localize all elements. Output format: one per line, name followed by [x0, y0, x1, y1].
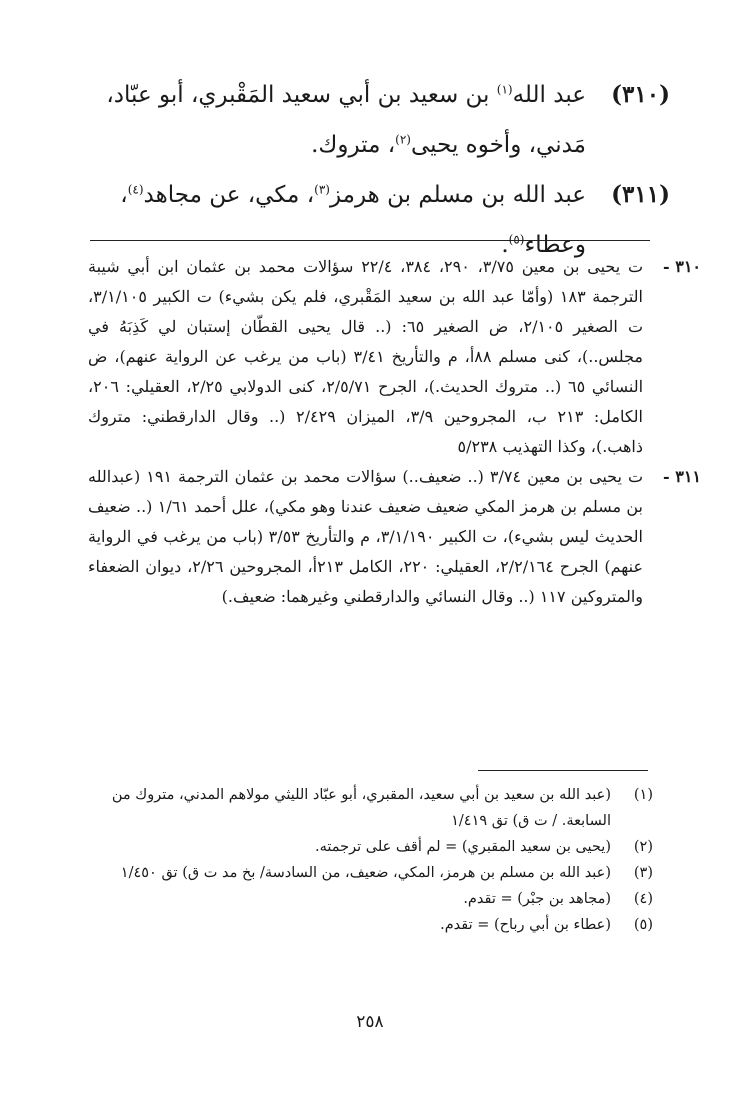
footnote-text: (عطاء بن أبي رباح) = تقدم. — [440, 917, 611, 933]
footnotes-section — [88, 782, 653, 938]
entry-text: عبد الله بن مسلم بن هرمز$^{(٣)}$، مكي، عن مجاهد$^{(٤)}$، وعطاء$^{(٥)}$. — [120, 182, 586, 258]
footnote-number: (٢) — [633, 839, 653, 855]
footnote-ref: (٣) — [314, 182, 330, 197]
section-divider — [90, 240, 650, 241]
commentary-text: ت يحيى بن معين ٣/٧٤ (.. ضعيف..) سؤالات محمد بن عثمان الترجمة ١٩١ (عبدالله بن مسلم بن هرمز المكي ضعيف ضعيف عندنا وهو مكي)، علل أحمد ١/٦١ (.. ضعيف الحديث ليس بشيء)، ت الكبير ٣/١/١٩٠، م والتأريخ ٣/٥٣ (باب من يرغب في الرواية عنهم) الجرح ٢/٢/١٦٤، العقيلي: ٢٢٠، الكامل ٢١٣أ، المجروحين ٢/٢٦، ديوان الضعفاء والمتروكين ١١٧ (.. وقال النسائي والدارقطني وغيرهما: ضعيف.) — [88, 467, 644, 606]
footnote-4 — [88, 886, 653, 912]
footnote-ref: (١) — [496, 82, 513, 97]
footnote-ref: (٤) — [127, 182, 144, 197]
footnote-2 — [88, 834, 653, 860]
footnote-text: (يحيى بن سعيد المقبري) = لم أقف على ترجمته. — [314, 839, 611, 855]
entry-text: عبد الله$^{(١)}$ بن سعيد بن أبي سعيد المَقْبري، أبو عبّاد، مَدني، وأخوه يحيى$^{(٢)}$، متروك. — [106, 82, 586, 158]
footnote-text: (مجاهد بن جبْر) = تقدم. — [463, 891, 611, 907]
footnote-number: (٤) — [633, 891, 653, 907]
footnote-5 — [88, 912, 653, 938]
commentary-number: ٣١٠ - — [663, 252, 701, 282]
footnote-number: (١) — [633, 787, 653, 803]
footnote-text: (عبد الله بن سعيد بن أبي سعيد، المقبري، أبو عبّاد الليثي مولاهم المدني، متروك من السابعة. / ت ق) تق ١/٤١٩ — [111, 787, 611, 829]
footnote-ref: (٢) — [395, 132, 411, 147]
commentary-text: ت يحيى بن معين ٣/٧٥، ٢٩٠، ٣٨٤، ٢٢/٤ سؤالات محمد بن عثمان ابن أبي شيبة الترجمة ١٨٣ (وأمّا عبد الله بن سعيد المَقْبري، فلم يكن بشيء) ت الكبير ٣/١/١٠٥، ت الصغير ٢/١٠٥، ض الصغير ٦٥: (.. قال يحيى القطّان إستبان لي كَذِبَهُ في مجلس..)، كنى مسلم ٨٨أ، م والتأريخ ٣/٤١ (باب من يرغب عن الرواية عنهم)، ض النسائي ٦٥ (.. متروك الحديث.)، الجرح ٢/٥/٧١، كنى الدولابي ٢/٢٥، العقيلي: ٢٠٦، الكامل: ٢١٣ ب، المجروحين ٣/٩، الميزان ٢/٤٢٩ (.. وقال الدارقطني: متروك ذاهب.)، وكذا التهذيب ٥/٢٣٨ — [88, 257, 644, 456]
commentary-311 — [88, 462, 701, 612]
entry-310 — [80, 70, 670, 170]
entry-number: (٣١٠) — [611, 81, 670, 108]
footnote-number: (٥) — [633, 917, 653, 933]
entry-number: (٣١١) — [611, 181, 670, 208]
commentary-310 — [88, 252, 701, 462]
footnote-1 — [88, 782, 653, 834]
page-number: ٢٥٨ — [356, 1012, 384, 1032]
footnote-number: (٣) — [633, 865, 653, 881]
footnote-3 — [88, 860, 653, 886]
commentary-number: ٣١١ - — [663, 462, 701, 492]
footnote-ref: (٥) — [508, 232, 525, 247]
footnote-text: (عبد الله بن مسلم بن هرمز، المكي، ضعيف، من السادسة/ بخ مد ت ق) تق ١/٤٥٠ — [120, 865, 611, 881]
commentary-section — [88, 252, 701, 612]
footnote-divider — [478, 770, 648, 771]
